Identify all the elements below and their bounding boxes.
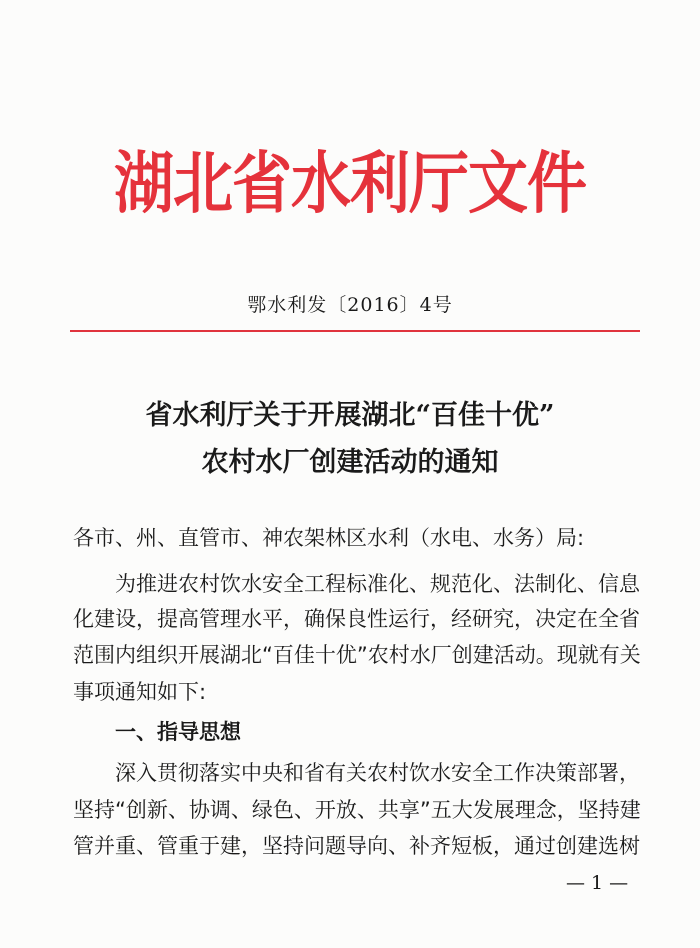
- paragraph-1-line-1: 为推进农村饮水安全工程标准化、规范化、法制化、信息: [115, 572, 640, 596]
- recipient-line: 各市、州、直管市、神农架林区水利（水电、水务）局:: [73, 526, 585, 550]
- notice-title-line-1: 省水利厅关于开展湖北“百佳十优”: [145, 400, 555, 431]
- masthead-title: 湖北省水利厅文件: [114, 144, 586, 224]
- paragraph-2-line-1: 深入贯彻落实中央和省有关农村饮水安全工作决策部署，: [115, 761, 640, 785]
- page-number: — 1 —: [566, 872, 629, 894]
- paragraph-1-line-2: 化建设，提高管理水平，确保良性运行，经研究，决定在全省: [73, 607, 640, 631]
- paragraph-1-line-4: 事项通知如下:: [73, 680, 207, 704]
- document-number: 鄂水利发〔2016〕4号: [247, 294, 453, 316]
- paragraph-1-line-3: 范围内组织开展湖北“百佳十优”农村水厂创建活动。现就有关: [73, 643, 641, 667]
- paragraph-2-line-3: 管并重、管重于建，坚持问题导向、补齐短板，通过创建选树: [73, 834, 640, 858]
- section-1-heading: 一、指导思想: [115, 720, 241, 744]
- paragraph-2-line-2: 坚持“创新、协调、绿色、开放、共享”五大发展理念，坚持建: [73, 798, 641, 822]
- red-divider-line: [70, 330, 640, 332]
- notice-title-line-2: 农村水厂创建活动的通知: [201, 447, 499, 478]
